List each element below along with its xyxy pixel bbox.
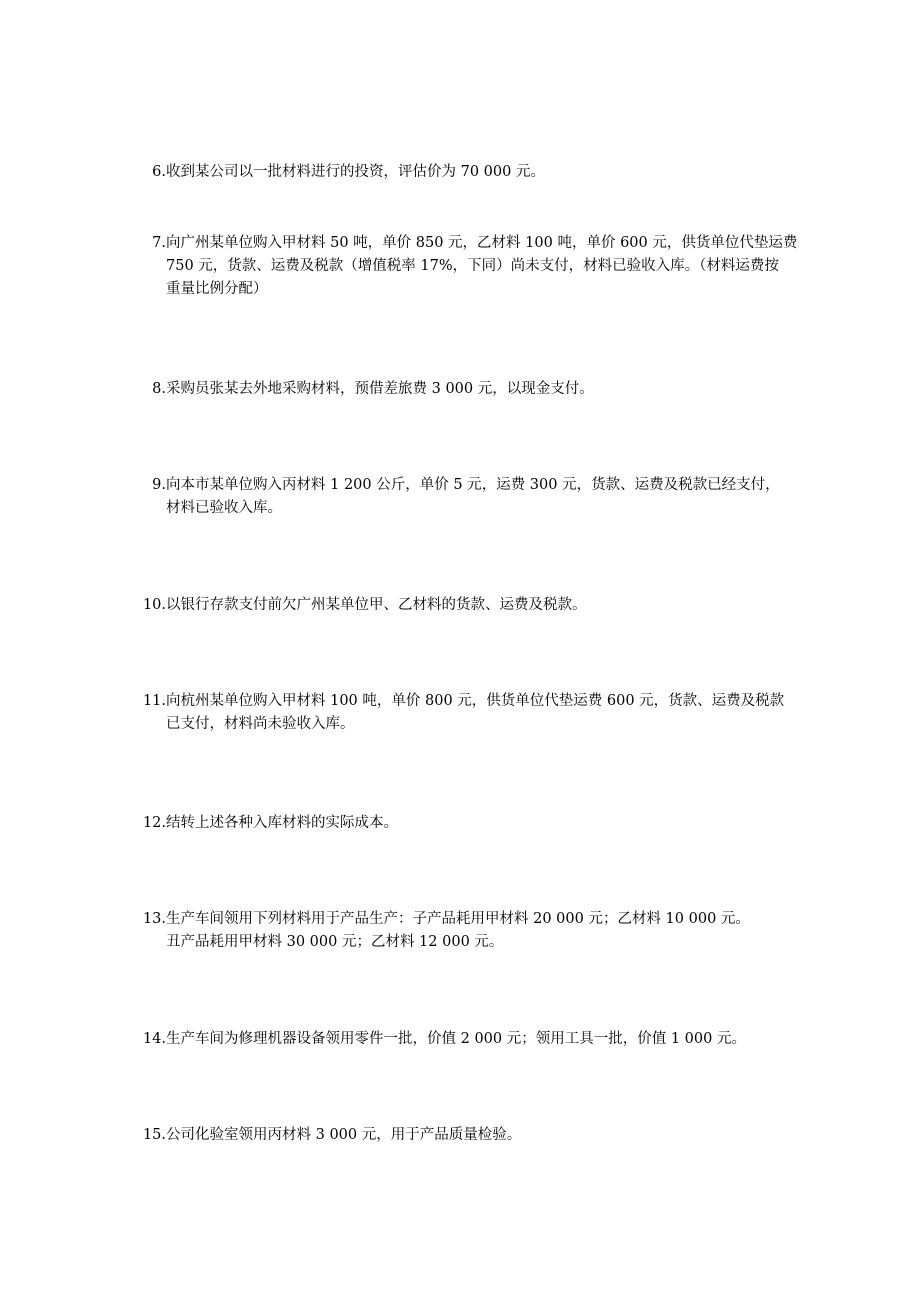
item-text: 收到某公司以一批材料进行的投资，评估价为 70 000 元。 [166, 164, 545, 180]
item-number: 6. [152, 164, 166, 180]
item-text: 向本市某单位购入丙材料 1 200 公斤，单价 5 元，运费 300 元，货款、运费及税款已经支付， [166, 477, 780, 493]
item-text: 生产车间领用下列材料用于产品生产：子产品耗用甲材料 20 000 元；乙材料 10 000 元。 [166, 911, 750, 927]
item-number: 14. [142, 1031, 166, 1047]
item-line [136, 690, 836, 713]
item-line: 750 元，货款、运费及税款（增值税率 17%，下同）尚未支付，材料已验收入库。（材料运费按 [166, 258, 779, 274]
exercise-item-6 [136, 161, 836, 184]
item-text: 向杭州某单位购入甲材料 100 吨，单价 800 元，供货单位代垫运费 600 元，货款、运费及税款 [166, 693, 785, 709]
item-line [136, 378, 836, 401]
item-text: 向广州某单位购入甲材料 50 吨，单价 850 元，乙材料 100 吨，单价 600 元，供货单位代垫运费 [166, 235, 798, 251]
item-number: 10. [142, 597, 166, 613]
item-line [136, 474, 836, 497]
exercise-item-15 [136, 1124, 836, 1147]
exercise-item-14 [136, 1028, 836, 1051]
item-line [136, 594, 836, 617]
item-text: 以银行存款支付前欠广州某单位甲、乙材料的货款、运费及税款。 [166, 597, 587, 613]
item-line: 重量比例分配） [166, 281, 268, 297]
item-line [136, 232, 836, 255]
item-line [136, 161, 836, 184]
exercise-item-11 [136, 690, 836, 736]
item-number: 12. [142, 815, 166, 831]
exercise-item-10 [136, 594, 836, 617]
item-line: 材料已验收入库。 [166, 500, 282, 516]
exercise-item-13 [136, 908, 836, 954]
item-line [136, 1124, 836, 1147]
item-line: 已支付，材料尚未验收入库。 [166, 716, 355, 732]
item-number: 7. [152, 235, 166, 251]
item-number: 9. [152, 477, 166, 493]
exercise-item-8 [136, 378, 836, 401]
item-line [136, 1028, 836, 1051]
item-number: 13. [142, 911, 166, 927]
item-line: 丑产品耗用甲材料 30 000 元；乙材料 12 000 元。 [166, 934, 504, 950]
item-number: 15. [142, 1127, 166, 1143]
item-line [136, 908, 836, 931]
exercise-item-12 [136, 812, 836, 835]
item-number: 11. [142, 693, 166, 709]
item-text: 结转上述各种入库材料的实际成本。 [166, 815, 398, 831]
exercise-item-7 [136, 232, 836, 301]
item-number: 8. [152, 381, 166, 397]
exercise-item-9 [136, 474, 836, 520]
item-text: 生产车间为修理机器设备领用零件一批，价值 2 000 元；领用工具一批，价值 1 000 元。 [166, 1031, 746, 1047]
item-text: 采购员张某去外地采购材料，预借差旅费 3 000 元，以现金支付。 [166, 381, 594, 397]
item-text: 公司化验室领用丙材料 3 000 元，用于产品质量检验。 [166, 1127, 522, 1143]
item-line [136, 812, 836, 835]
